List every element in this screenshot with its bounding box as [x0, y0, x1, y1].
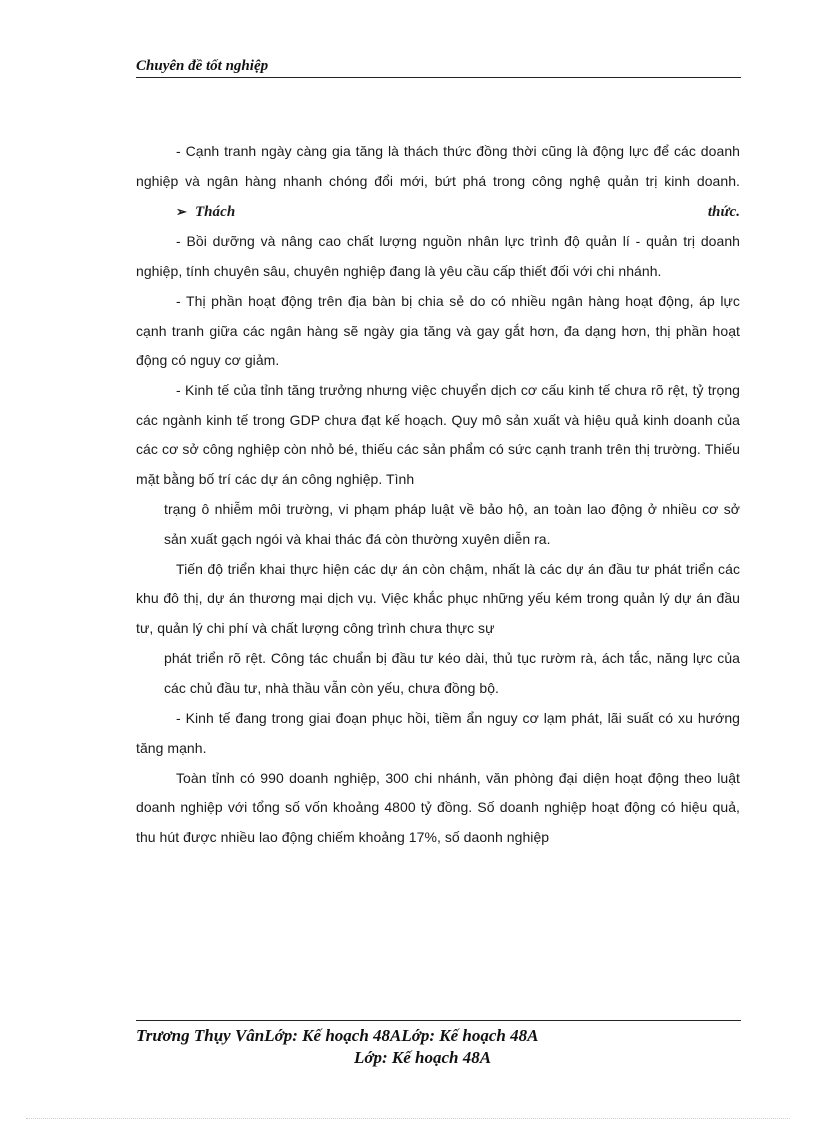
footer-divider	[136, 1020, 741, 1021]
paragraph-training: - Bồi dưỡng và nâng cao chất lượng nguồn nhân lực trình độ quản lí - quản trị doanh nghiệp, tính chuyên sâu, chuyên nghiệp đang là yêu cầu cấp thiết đối với chi nhánh.	[136, 233, 740, 279]
document-body	[136, 137, 740, 853]
page-footer	[136, 1025, 741, 1069]
footer-line-1: Trương Thụy VânLớp: Kế hoạch 48ALớp: Kế hoạch 48A	[136, 1026, 539, 1045]
paragraph-market-share: - Thị phần hoạt động trên địa bàn bị chia sẻ do có nhiều ngân hàng hoạt động, áp lực cạnh tranh giữa các ngân hàng sẽ ngày gia tăng và gay gắt hơn, đa dạng hơn, thị phần hoạt động có nguy cơ giảm.	[136, 293, 740, 369]
paragraph-enterprises: Toàn tỉnh có 990 doanh nghiệp, 300 chi nhánh, văn phòng đại diện hoạt động theo luật doanh nghiệp với tổng số vốn khoảng 4800 tỷ đồng. Số doanh nghiệp hoạt động có hiệu quả, thu hút được nhiều lao động chiếm khoảng 17%, số daonh nghiệp	[136, 769, 740, 845]
arrow-bullet-icon: ➢	[176, 203, 187, 219]
page-header-title: Chuyên đề tốt nghiệp	[136, 58, 269, 74]
paragraph-inflation: - Kinh tế đang trong giai đoạn phục hồi, tiềm ẩn nguy cơ lạm phát, lãi suất có xu hướng tăng mạnh.	[136, 710, 740, 756]
paragraph-project-progress: Tiến độ triển khai thực hiện các dự án còn chậm, nhất là các dự án đầu tư phát triển các khu đô thị, dự án thương mại dịch vụ. Việc khắc phục những yếu kém trong quản lý dự án đầu tư, quản lý chi phí và chất lượng công trình chưa thực sự	[136, 560, 740, 636]
header-divider	[136, 77, 741, 78]
paragraph-pollution: trạng ô nhiễm môi trường, vi phạm pháp luật về bảo hộ, an toàn lao động ở nhiều cơ sở sản xuất gạch ngói và khai thác đá còn thường xuyên diễn ra.	[164, 501, 740, 547]
paragraph-investment: phát triển rõ rệt. Công tác chuẩn bị đầu tư kéo dài, thủ tục rườm rà, ách tắc, năng lực của các chủ đầu tư, nhà thầu vẫn còn yếu, chưa đồng bộ.	[164, 650, 740, 696]
footer-line-2: Lớp: Kế hoạch 48A	[354, 1048, 492, 1067]
paragraph-competition: - Cạnh tranh ngày càng gia tăng là thách thức đồng thời cũng là động lực để các doanh nghiệp và ngân hàng nhanh chóng đổi mới, bứt phá trong công nghệ quản trị kinh doanh.	[136, 143, 740, 189]
section-heading	[136, 197, 740, 228]
paragraph-economy: - Kinh tế của tỉnh tăng trưởng nhưng việc chuyển dịch cơ cấu kinh tế chưa rõ rệt, tỷ trọng các ngành kinh tế trong GDP chưa đạt kế hoạch. Quy mô sản xuất và hiệu quả kinh doanh của các cơ sở công nghiệp còn nhỏ bé, thiếu các sản phẩm có sức cạnh tranh trên thị trường. Thiếu mặt bằng bố trí các dự án công nghiệp. Tình	[136, 382, 740, 487]
section-heading-text: Thách thức.	[194, 203, 740, 220]
page-bottom-dotted-border	[26, 1118, 790, 1119]
